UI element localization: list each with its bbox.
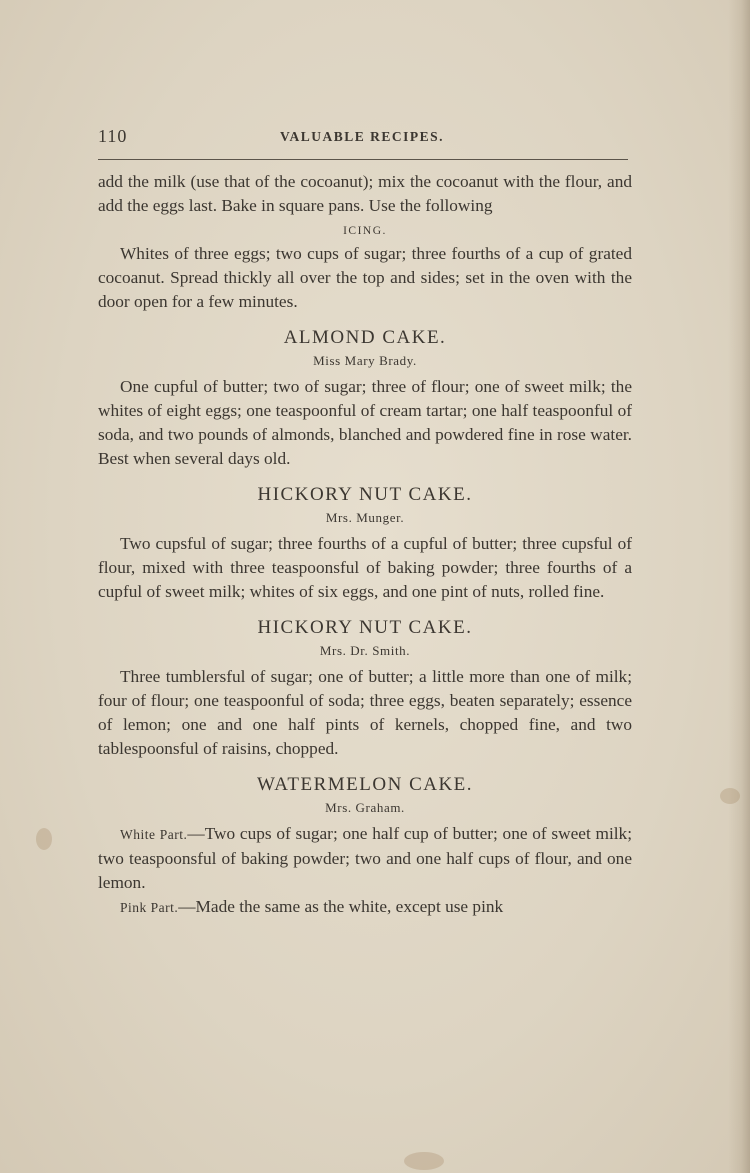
page-text [98, 170, 632, 920]
foxing-spot [720, 788, 740, 804]
recipe-author: Mrs. Graham. [325, 800, 405, 815]
recipe-title: WATERMELON CAKE. [256, 774, 474, 795]
header-rule [98, 159, 628, 160]
white-part-paragraph [98, 822, 632, 895]
white-part-label: White Part. [120, 827, 188, 842]
recipe-title: HICKORY NUT CAKE. [257, 484, 473, 505]
icing-heading: ICING. [343, 225, 387, 237]
pink-part-label: Pink Part. [120, 900, 179, 915]
white-part-text: —Two cups of sugar; one half cup of butter; one of sweet milk; two teaspoonsful of baking powder; two and one half cups of flour, and one lemon. [98, 824, 632, 892]
page-number: 110 [98, 126, 128, 146]
recipe-title: HICKORY NUT CAKE. [257, 617, 473, 638]
running-title: VALUABLE RECIPES. [280, 129, 445, 144]
foxing-spot [404, 1152, 444, 1170]
page-edge-shadow [728, 0, 750, 1173]
recipe-author: Mrs. Munger. [325, 510, 405, 525]
recipe-author: Mrs. Dr. Smith. [319, 643, 411, 658]
pink-part-text: —Made the same as the white, except use pink [178, 897, 504, 916]
page-header [98, 126, 628, 148]
recipe-paragraph: Two cupsful of sugar; three fourths of a cupful of butter; three cupsful of flour, mixed with three teaspoonsful of baking powder; three fourths of a cupful of sweet milk; whites of six eggs, and one pint of nuts, rolled fine. [98, 534, 632, 601]
recipe-title: ALMOND CAKE. [283, 327, 447, 348]
icing-paragraph: Whites of three eggs; two cups of sugar; three fourths of a cup of grated cocoanut. Spread thickly all over the top and sides; set in the oven with the door open for a few minutes. [98, 244, 632, 311]
recipe-paragraph: Three tumblersful of sugar; one of butter; a little more than one of milk; four of flour; one teaspoonful of soda; three eggs, beaten separately; essence of lemon; one and one half pints of kernels, chopped fine, and two tablespoonsful of raisins, chopped. [98, 667, 632, 758]
recipe-author: Miss Mary Brady. [313, 353, 417, 368]
continuation-paragraph: add the milk (use that of the cocoanut); mix the cocoanut with the flour, and add the eggs last. Bake in square pans. Use the following [98, 172, 632, 215]
recipe-paragraph: One cupful of butter; two of sugar; three of flour; one of sweet milk; the whites of eight eggs; one teaspoonful of cream tartar; one half teaspoonful of soda, and two pounds of almonds, blanched and powdered fine in rose water. Best when several days old. [98, 377, 632, 468]
pink-part-paragraph [98, 895, 632, 920]
foxing-spot [36, 828, 52, 850]
